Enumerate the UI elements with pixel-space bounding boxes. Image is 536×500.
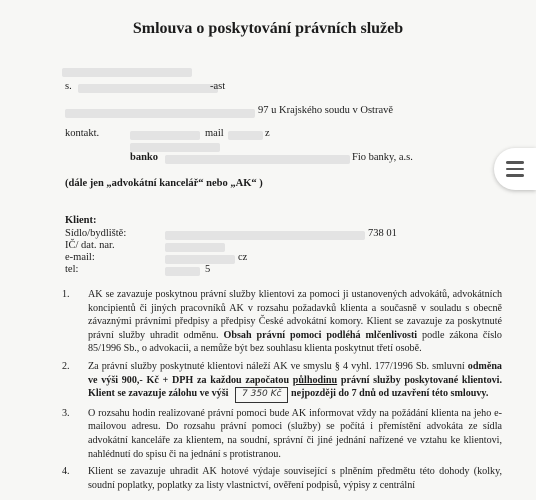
redacted-block: [130, 131, 200, 140]
bank-prefix: banko: [130, 152, 159, 163]
clause-item: [62, 465, 502, 492]
clause-text: podle zákona číslo 85/1996 Sb., o advokacii, a nemůže být bez souhlasu klienta poskytnut třetí osobě.: [88, 329, 502, 355]
clause-bold-text: nejpozději do 7 dnů od uzavření této smlouvy.: [291, 388, 489, 400]
clause-number: 4.: [62, 466, 70, 478]
redacted-block: [78, 84, 218, 93]
client-label-tel: tel:: [65, 264, 79, 275]
hamburger-icon: [506, 157, 524, 181]
redacted-block: [165, 267, 200, 276]
alias-line: (dále jen „advokátní kancelář“ nebo „AK“ ): [65, 178, 263, 189]
client-value-tel: 5: [205, 264, 211, 275]
side-menu-button[interactable]: [494, 148, 536, 190]
client-value-sidlo: 738 01: [368, 228, 397, 239]
client-label-ic: IČ/ dat. nar.: [65, 240, 115, 251]
clause-number: 2.: [62, 360, 70, 372]
bank-suffix: Fio banky, a.s.: [352, 152, 413, 163]
redacted-block: [130, 143, 220, 152]
header-line1-prefix: s.: [65, 81, 72, 92]
clause-bold-text: právní služby poskytované klientovi. Klient se zavazuje zálohu ve výši: [88, 374, 503, 400]
document-title: Smlouva o poskytování právních služeb: [132, 20, 404, 37]
client-label-email: e-mail:: [65, 252, 95, 263]
clause-number: 3.: [62, 407, 70, 419]
redacted-block: [165, 231, 365, 240]
kontakt-value: mail: [205, 128, 224, 139]
redacted-block: [62, 68, 192, 77]
redacted-block: [228, 131, 263, 140]
redacted-block: [165, 255, 235, 264]
redacted-block: [165, 243, 225, 252]
clause-number: 1.: [62, 289, 70, 300]
clause-text: Za právní služby poskytnuté klientovi náleží AK ve smyslu § 4 vyhl. 177/1996 Sb. smluvní: [88, 360, 465, 372]
header-line1-suffix: -ast: [210, 81, 226, 92]
clause-bold-text: Obsah právní pomoci podléhá mlčenlivosti: [223, 329, 418, 341]
clause-text: O rozsahu hodin realizované právní pomoci bude AK informovat vždy na požádání klienta na jeho e-mailovou adresu. Do rozsahu právní pomoci (služby) se počítá i přemístění advokáta ze sídla advokátní kanceláře za klientem, na soudní, správní či jiné jednání nařízené ve vztahu ke klientovi, nahlédnutí do spisu či na jednání s protistranou.: [88, 407, 502, 460]
client-heading: Klient:: [65, 215, 97, 226]
header-line2: 97 u Krajského soudu v Ostravě: [258, 105, 394, 116]
client-value-email: cz: [238, 252, 248, 263]
redacted-block: [165, 155, 350, 164]
clause-item: [62, 360, 502, 403]
clause-underlined-text: půlhodinu: [292, 374, 338, 386]
redacted-block: [65, 109, 255, 118]
kontakt-suffix: z: [265, 128, 270, 139]
clause-text: AK se zavazuje poskytnou právní služby klientovi za pomoci ji ustanovených advokátů, advokátních koncipientů či jiných pracovníků AK v rozsahu požadavků klienta a současně v souladu s obecně závaznými právními předpisy a předpisy České advokátní komory. Klient se zavazuje za poskytnuté právní služby uhradit odměnu.: [88, 289, 502, 341]
handwritten-amount: 7 350 Kč: [235, 387, 288, 403]
clause-bold-text: odměna ve výši 900,- Kč + DPH za každou započatou: [88, 360, 502, 386]
client-label-sidlo: Sídlo/bydliště:: [65, 228, 127, 239]
clause-item: [62, 407, 502, 461]
clause-list: [62, 288, 502, 496]
clause-text: Klient se zavazuje uhradit AK hotové výdaje související s plněním předmětu této dohody (kolky, soudní poplatky, poplatky za listy vlastnictví, ověření podpisů, výpisy z centrální: [88, 466, 502, 491]
kontakt-label: kontakt.: [65, 128, 100, 139]
clause-item: [62, 288, 502, 356]
